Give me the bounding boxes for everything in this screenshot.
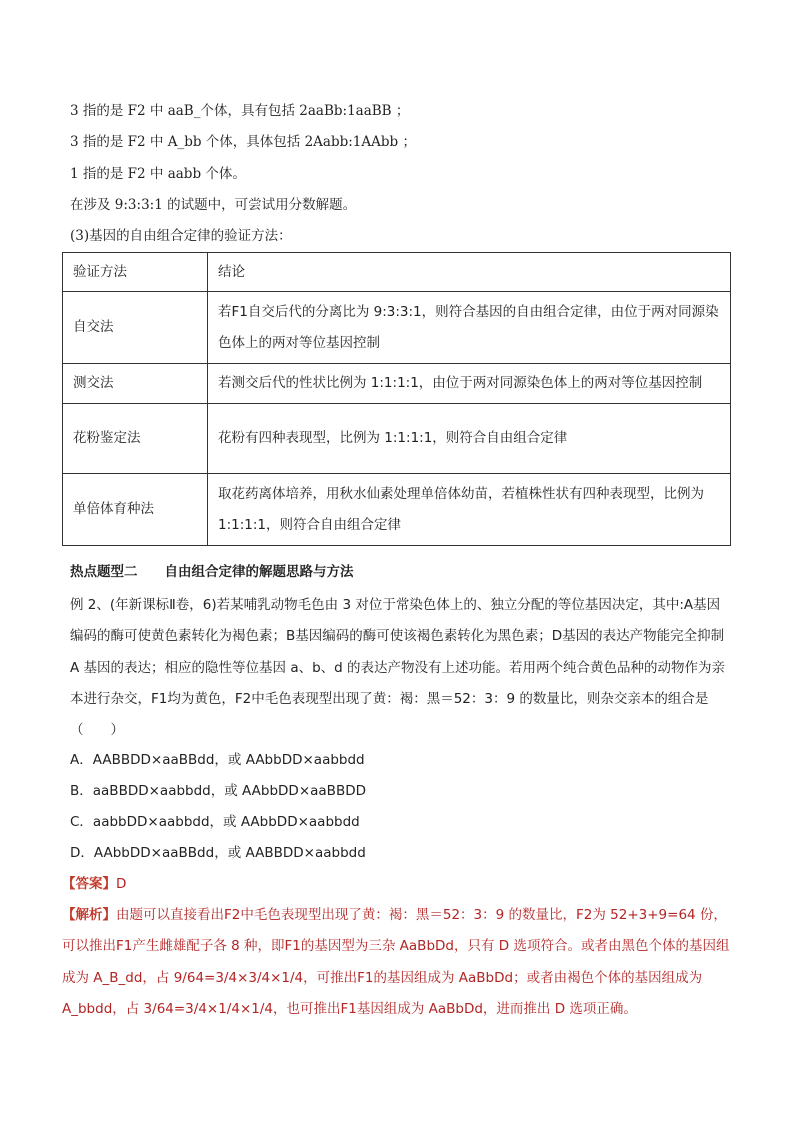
option-d: D．AAbbDD×aaBBdd，或 AABBDD×aabbdd [70,845,366,861]
table-row [63,292,731,364]
section-title: 热点题型二 自由组合定律的解题思路与方法 [70,564,354,580]
answer-label: 【答案】 [62,876,116,892]
answer-line [62,874,126,894]
table-header-row [63,253,731,292]
analysis-text: 由题可以直接看出F2中毛色表现型出现了黄：褐：黑＝52：3：9 的数量比，F2为 52+3+9=64 份，可以推出F1产生雌雄配子各 8 种，即F1的基因型为三杂 AaBbDd，只有 D 选项符合。或者由黑色个体的基因组成为 A_B_dd，占 9/64=3/4×3/4×1/4，可推出F1的基因组成为 AaBbDd；或者由褐色个体的基因组成为 A_bbdd，占 3/64=3/4×1/4×1/4，也可推出F1基因组成为 AaBbDd，进而推出 D 选项正确。 [62,907,730,1017]
verification-table [62,252,731,546]
option-b: B．aaBBDD×aabbdd，或 AAbbDD×aaBBDD [70,783,366,799]
line-4: 在涉及 9:3:3:1 的试题中，可尝试用分数解题。 [70,197,357,213]
cell-method: 单倍体育种法 [63,474,208,546]
option-c: C．aabbDD×aabbdd，或 AAbbDD×aabbdd [70,814,360,830]
analysis-label: 【解析】 [62,907,116,923]
cell-conclusion: 若F1自交后代的分离比为 9:3:3:1，则符合基因的自由组合定律，由位于两对同源染色体上的两对等位基因控制 [208,292,731,364]
cell-method: 测交法 [63,364,208,404]
example-question: 例 2、(年新课标Ⅱ卷，6)若某哺乳动物毛色由 3 对位于常染色体上的、独立分配的等位基因决定，其中:A基因编码的酶可使黄色素转化为褐色素；B基因编码的酶可使该褐色素转化为黑色素；D基因的表达产物能完全抑制 A 基因的表达；相应的隐性等位基因 a、b、d 的表达产物没有上述功能。若用两个纯合黄色品种的动物作为亲本进行杂交，F1均为黄色，F2中毛色表现型出现了黄：褐：黑＝52：3：9 的数量比，则杂交亲本的组合是（ ） [70,597,726,739]
line-3: 1 指的是 F2 中 aabb 个体。 [70,166,246,182]
answer-value: D [116,876,127,892]
cell-conclusion: 取花药离体培养，用秋水仙素处理单倍体幼苗，若植株性状有四种表现型，比例为 1:1:1:1，则符合自由组合定律 [208,474,731,546]
cell-conclusion: 花粉有四种表现型，比例为 1:1:1:1，则符合自由组合定律 [208,404,731,474]
option-a: A．AABBDD×aaBBdd，或 AAbbDD×aabbdd [70,752,365,768]
table-row [63,474,731,546]
analysis-block [62,900,730,1025]
cell-method: 自交法 [63,292,208,364]
line-2: 3 指的是 F2 中 A_bb 个体，具体包括 2Aabb:1AAbb ； [70,134,416,150]
header-method: 验证方法 [63,253,208,292]
line-1: 3 指的是 F2 中 aaB_个体，具有包括 2aaBb:1aaBB ； [70,103,410,119]
cell-conclusion: 若测交后代的性状比例为 1:1:1:1，由位于两对同源染色体上的两对等位基因控制 [208,364,731,404]
header-conclusion: 结论 [208,253,731,292]
line-5: (3)基因的自由组合定律的验证方法： [70,228,292,244]
cell-method: 花粉鉴定法 [63,404,208,474]
table-row [63,364,731,404]
table-row [63,404,731,474]
